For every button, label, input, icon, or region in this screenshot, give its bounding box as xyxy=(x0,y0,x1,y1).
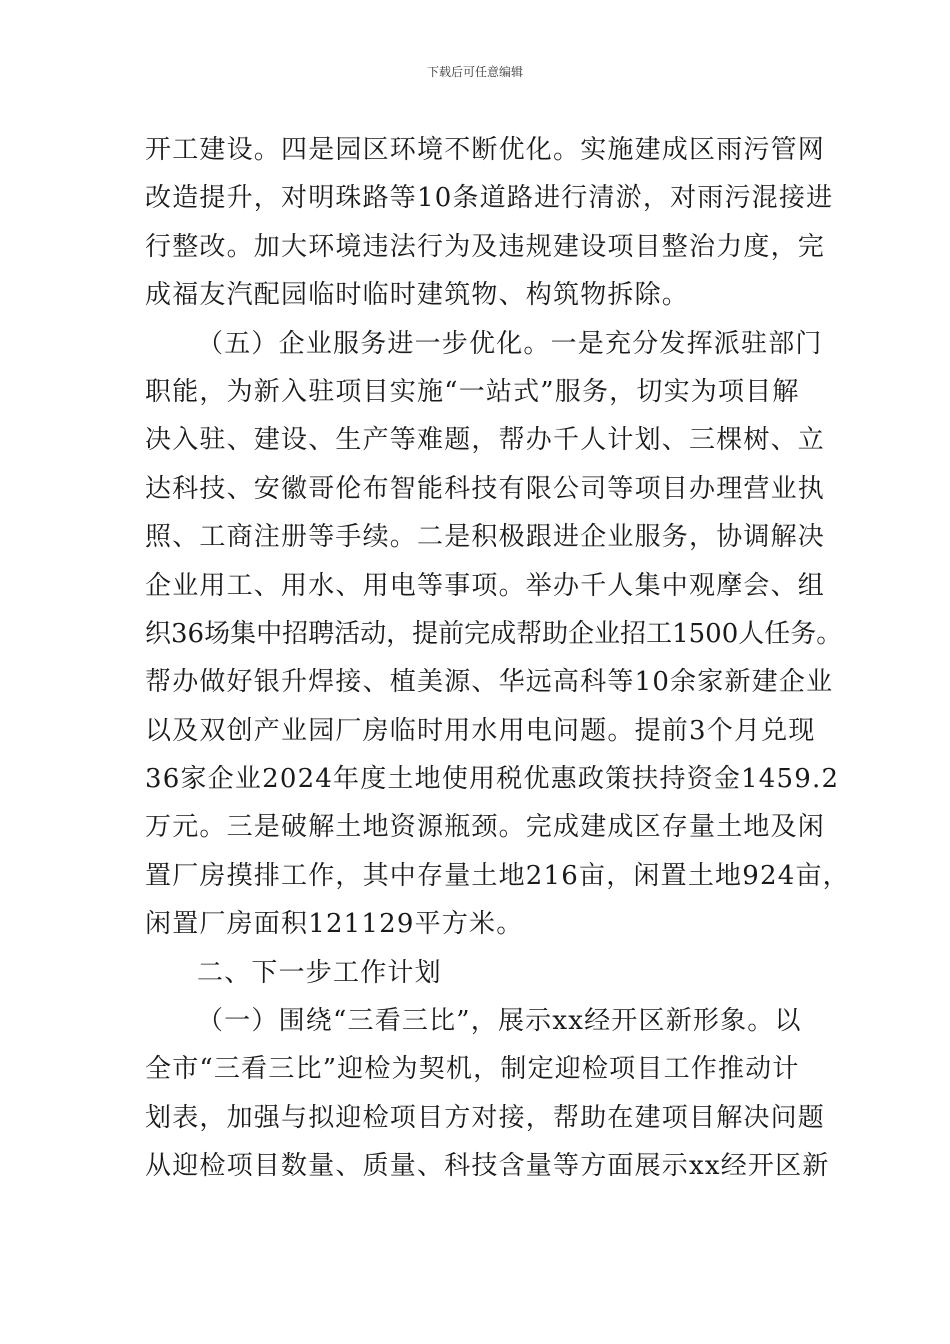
body-line: 置厂房摸排工作，其中存量土地216亩，闲置土地924亩， xyxy=(145,860,850,891)
body-line: 开工建设。四是园区环境不断优化。实施建成区雨污管网 xyxy=(145,135,826,165)
body-line: 36家企业2024年度土地使用税优惠政策扶持资金1459.2 xyxy=(145,764,840,795)
body-line: 织36场集中招聘活动，提前完成帮助企业招工1500人任务。 xyxy=(145,618,843,649)
body-line: 决入驻、建设、生产等难题，帮办千人计划、三棵树、立 xyxy=(145,425,826,456)
body-line: 以及双创产业园厂房临时用水用电问题。提前3个月兑现 xyxy=(145,715,816,746)
body-line: 改造提升，对明珠路等10条道路进行清淤，对雨污混接进 xyxy=(145,183,834,214)
body-line: 划表，加强与拟迎检项目方对接，帮助在建项目解决问题 xyxy=(145,1102,826,1133)
paragraph-start-line: （五）企业服务进一步优化。一是充分发挥派驻部门 xyxy=(197,328,823,359)
body-line: 照、工商注册等手续。二是积极跟进企业服务，协调解决 xyxy=(145,522,826,553)
body-line: 万元。三是破解土地资源瓶颈。完成建成区存量土地及闲 xyxy=(145,812,826,843)
body-line: 从迎检项目数量、质量、科技含量等方面展示xx经开区新 xyxy=(145,1151,830,1182)
body-line: 成福友汽配园临时临时建筑物、构筑物拆除。 xyxy=(145,280,690,311)
body-line: 闲置厂房面积121129平方米。 xyxy=(145,909,524,940)
document-body xyxy=(145,126,850,1191)
body-line: 行整改。加大环境违法行为及违规建设项目整治力度，完 xyxy=(145,231,826,262)
body-line: 职能，为新入驻项目实施“一站式”服务，切实为项目解 xyxy=(145,376,800,407)
body-line: 企业用工、用水、用电等事项。举办千人集中观摩会、组 xyxy=(145,570,826,601)
body-line: 达科技、安徽哥伦布智能科技有限公司等项目办理营业执 xyxy=(145,473,826,504)
body-line: 帮办做好银升焊接、植美源、华远高科等10余家新建企业 xyxy=(145,667,834,698)
section-heading: 二、下一步工作计划 xyxy=(197,957,442,988)
body-line: 全市“三看三比”迎检为契机，制定迎检项目工作推动计 xyxy=(145,1054,800,1085)
page-header-note: 下载后可任意编辑 xyxy=(426,65,523,79)
paragraph-start-line: （一）围绕“三看三比”，展示xx经开区新形象。以 xyxy=(197,1006,802,1037)
